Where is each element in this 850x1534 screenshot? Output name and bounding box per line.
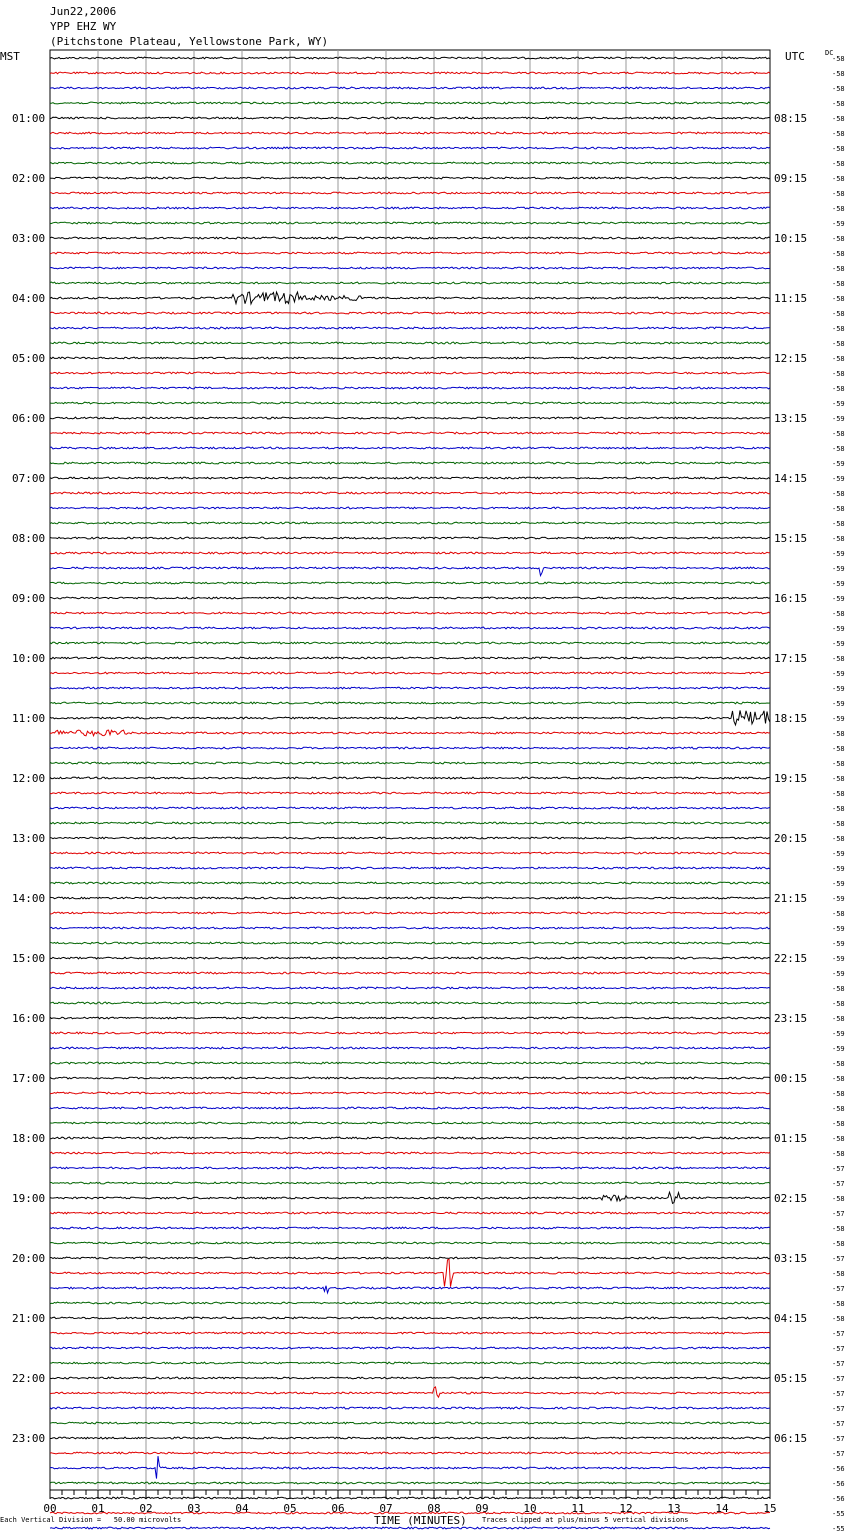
dc-offset-label: -58 <box>832 1300 845 1308</box>
dc-offset-label: -59 <box>832 895 845 903</box>
dc-offset-label: -59 <box>832 1045 845 1053</box>
trace-line <box>50 462 770 464</box>
x-tick-label: 11 <box>571 1502 585 1515</box>
dc-offset-label: -59 <box>832 715 845 723</box>
dc-offset-label: -58 <box>832 1015 845 1023</box>
trace-line <box>50 642 770 644</box>
trace-line <box>50 222 770 224</box>
dc-offset-label: -57 <box>832 1420 845 1428</box>
utc-hour-label: 14:15 <box>774 472 808 485</box>
utc-hour-label: 08:15 <box>774 112 808 125</box>
trace-line <box>50 1497 770 1499</box>
dc-offset-label: -58 <box>832 520 845 528</box>
dc-offset-label: -59 <box>832 670 845 678</box>
mst-hour-label: 08:00 <box>12 532 46 545</box>
utc-hour-label: 22:15 <box>774 952 808 965</box>
dc-offset-label: -57 <box>832 1435 845 1443</box>
clip-note: Traces clipped at plus/minus 5 vertical divisions <box>482 1516 689 1524</box>
x-axis-label: TIME (MINUTES) <box>374 1514 467 1527</box>
utc-hour-label: 09:15 <box>774 172 808 185</box>
x-tick-label: 10 <box>523 1502 537 1515</box>
trace-line <box>50 1456 770 1479</box>
trace-line <box>50 402 770 404</box>
trace-line <box>50 117 770 119</box>
utc-hour-label: 11:15 <box>774 292 808 305</box>
mst-hour-label: 17:00 <box>12 1072 46 1085</box>
trace-line <box>50 1077 770 1079</box>
trace-line <box>50 1122 770 1124</box>
trace-line <box>50 1017 770 1019</box>
trace-line <box>50 1182 770 1184</box>
utc-hour-label: 17:15 <box>774 652 808 665</box>
plot-frame <box>50 50 770 1490</box>
dc-offset-label: -58 <box>832 730 845 738</box>
dc-offset-label: -58 <box>832 295 845 303</box>
station-label: YPP EHZ WY <box>50 20 117 33</box>
x-tick-label: 04 <box>235 1502 249 1515</box>
trace-line <box>50 72 770 74</box>
dc-offset-label: -58 <box>832 250 845 258</box>
trace-line <box>50 1137 770 1139</box>
dc-offset-label: -58 <box>832 1075 845 1083</box>
dc-offset-label: -59 <box>832 685 845 693</box>
dc-offset-label: -58 <box>832 745 845 753</box>
trace-line <box>50 162 770 164</box>
dc-offset-label: -58 <box>832 115 845 123</box>
dc-offset-label: -59 <box>832 460 845 468</box>
dc-offset-label: -57 <box>832 1330 845 1338</box>
trace-line <box>50 192 770 194</box>
trace-line <box>50 957 770 959</box>
dc-offset-label: -58 <box>832 985 845 993</box>
dc-offset-label: -59 <box>832 565 845 573</box>
dc-offset-label: -58 <box>832 610 845 618</box>
trace-line <box>50 987 770 989</box>
trace-line <box>50 1062 770 1064</box>
dc-offset-label: -58 <box>832 70 845 78</box>
dc-offset-label: -59 <box>832 850 845 858</box>
mst-hour-label: 15:00 <box>12 952 46 965</box>
utc-hour-label: 13:15 <box>774 412 808 425</box>
trace-line <box>50 777 770 779</box>
dc-offset-label: -58 <box>832 100 845 108</box>
mst-hour-label: 21:00 <box>12 1312 46 1325</box>
trace-line <box>50 207 770 209</box>
dc-offset-label: -55 <box>832 1525 845 1533</box>
trace-line <box>50 730 770 736</box>
dc-offset-label: -58 <box>832 490 845 498</box>
mst-hour-label: 13:00 <box>12 832 46 845</box>
trace-line <box>50 417 770 419</box>
trace-line <box>50 837 770 839</box>
trace-line <box>50 1377 770 1379</box>
mst-hour-label: 02:00 <box>12 172 46 185</box>
dc-offset-label: -59 <box>832 475 845 483</box>
dc-offset-label: -58 <box>832 655 845 663</box>
trace-line <box>50 1192 770 1203</box>
trace-line <box>50 897 770 899</box>
trace-line <box>50 567 770 576</box>
location-label: (Pitchstone Plateau, Yellowstone Park, WY) <box>50 35 329 48</box>
trace-line <box>50 672 770 674</box>
dc-offset-label: -58 <box>832 385 845 393</box>
dc-offset-label: -57 <box>832 1360 845 1368</box>
mst-hour-label: 11:00 <box>12 712 46 725</box>
dc-offset-label: -59 <box>832 940 845 948</box>
utc-hour-label: 15:15 <box>774 532 808 545</box>
trace-line <box>50 552 770 554</box>
trace-line <box>50 522 770 524</box>
dc-offset-label: -59 <box>832 700 845 708</box>
trace-line <box>50 687 770 689</box>
trace-line <box>50 612 770 614</box>
dc-offset-label: -58 <box>832 430 845 438</box>
x-tick-label: 09 <box>475 1502 489 1515</box>
dc-offset-label: -58 <box>832 190 845 198</box>
dc-header-label: DC <box>825 49 834 57</box>
dc-offset-label: -58 <box>832 805 845 813</box>
trace-line <box>50 1347 770 1349</box>
dc-offset-label: -57 <box>832 1345 845 1353</box>
dc-offset-label: -59 <box>832 925 845 933</box>
utc-hour-label: 02:15 <box>774 1192 808 1205</box>
trace-line <box>50 252 770 254</box>
date-label: Jun22,2006 <box>50 5 117 18</box>
mst-hour-label: 19:00 <box>12 1192 46 1205</box>
dc-offset-label: -58 <box>832 1225 845 1233</box>
dc-offset-label: -59 <box>832 220 845 228</box>
mst-hour-label: 01:00 <box>12 112 46 125</box>
trace-line <box>50 1387 770 1397</box>
dc-offset-label: -58 <box>832 55 845 63</box>
trace-line <box>50 1452 770 1454</box>
trace-line <box>50 372 770 374</box>
dc-offset-label: -58 <box>832 325 845 333</box>
trace-line <box>50 710 770 725</box>
trace-line <box>50 1032 770 1034</box>
dc-offset-label: -58 <box>832 1270 845 1278</box>
utc-hour-label: 00:15 <box>774 1072 808 1085</box>
dc-offset-label: -58 <box>832 310 845 318</box>
dc-offset-label: -59 <box>832 970 845 978</box>
utc-hour-label: 03:15 <box>774 1252 808 1265</box>
trace-line <box>50 282 770 284</box>
trace-line <box>50 1302 770 1304</box>
dc-offset-label: -57 <box>832 1255 845 1263</box>
trace-line <box>50 747 770 749</box>
mst-hour-label: 03:00 <box>12 232 46 245</box>
dc-offset-label: -56 <box>832 1480 845 1488</box>
trace-line <box>50 312 770 314</box>
trace-line <box>50 447 770 449</box>
dc-offset-label: -58 <box>832 535 845 543</box>
trace-line <box>50 237 770 239</box>
dc-offset-label: -58 <box>832 340 845 348</box>
trace-line <box>50 1047 770 1049</box>
dc-offset-label: -58 <box>832 1135 845 1143</box>
dc-offset-label: -58 <box>832 910 845 918</box>
trace-line <box>50 357 770 359</box>
trace-line <box>50 1107 770 1109</box>
utc-hour-label: 21:15 <box>774 892 808 905</box>
dc-offset-label: -59 <box>832 955 845 963</box>
dc-offset-label: -58 <box>832 1240 845 1248</box>
utc-hour-label: 06:15 <box>774 1432 808 1445</box>
dc-offset-label: -59 <box>832 865 845 873</box>
trace-line <box>50 87 770 89</box>
trace-line <box>50 1257 770 1259</box>
dc-offset-label: -58 <box>832 835 845 843</box>
trace-line <box>50 177 770 179</box>
x-tick-label: 02 <box>139 1502 153 1515</box>
trace-line <box>50 477 770 479</box>
x-tick-label: 13 <box>667 1502 681 1515</box>
mst-hour-label: 10:00 <box>12 652 46 665</box>
utc-hour-label: 18:15 <box>774 712 808 725</box>
trace-line <box>50 267 770 269</box>
trace-line <box>50 1407 770 1409</box>
dc-offset-label: -57 <box>832 1375 845 1383</box>
trace-line <box>50 1167 770 1169</box>
trace-line <box>50 582 770 584</box>
dc-offset-label: -58 <box>832 175 845 183</box>
trace-line <box>50 327 770 329</box>
dc-offset-label: -58 <box>832 775 845 783</box>
trace-line <box>50 822 770 824</box>
right-timezone-label: UTC <box>785 50 805 63</box>
dc-offset-label: -59 <box>832 415 845 423</box>
dc-offset-label: -57 <box>832 1165 845 1173</box>
x-tick-label: 00 <box>43 1502 57 1515</box>
dc-offset-label: -59 <box>832 550 845 558</box>
mst-hour-label: 06:00 <box>12 412 46 425</box>
utc-hour-label: 10:15 <box>774 232 808 245</box>
trace-line <box>50 342 770 344</box>
utc-hour-label: 19:15 <box>774 772 808 785</box>
dc-offset-label: -58 <box>832 370 845 378</box>
trace-line <box>50 597 770 599</box>
dc-offset-label: -57 <box>832 1405 845 1413</box>
trace-line <box>50 102 770 104</box>
left-timezone-label: MST <box>0 50 20 63</box>
trace-line <box>50 1332 770 1334</box>
dc-offset-label: -58 <box>832 145 845 153</box>
mst-hour-label: 20:00 <box>12 1252 46 1265</box>
trace-line <box>50 507 770 509</box>
trace-line <box>50 942 770 944</box>
trace-line <box>50 492 770 494</box>
x-tick-label: 14 <box>715 1502 729 1515</box>
trace-line <box>50 882 770 884</box>
dc-offset-label: -58 <box>832 85 845 93</box>
dc-offset-label: -57 <box>832 1390 845 1398</box>
trace-line <box>50 57 770 59</box>
trace-line <box>50 132 770 134</box>
dc-offset-label: -58 <box>832 280 845 288</box>
trace-line <box>50 852 770 854</box>
trace-line <box>50 292 770 304</box>
vertical-division-note: Each Vertical Division = 50.00 microvolts <box>0 1516 182 1524</box>
trace-line <box>50 972 770 974</box>
dc-offset-label: -58 <box>832 1060 845 1068</box>
utc-hour-label: 12:15 <box>774 352 808 365</box>
trace-line <box>50 762 770 764</box>
trace-line <box>50 1482 770 1484</box>
trace-line <box>50 927 770 929</box>
trace-line <box>50 1227 770 1229</box>
trace-line <box>50 1212 770 1214</box>
dc-offset-label: -58 <box>832 1150 845 1158</box>
trace-line <box>50 807 770 809</box>
dc-offset-label: -58 <box>832 505 845 513</box>
trace-line <box>50 147 770 149</box>
trace-line <box>50 792 770 794</box>
mst-hour-label: 23:00 <box>12 1432 46 1445</box>
dc-offset-label: -58 <box>832 1105 845 1113</box>
dc-offset-label: -57 <box>832 1180 845 1188</box>
utc-hour-label: 20:15 <box>774 832 808 845</box>
dc-offset-label: -58 <box>832 1120 845 1128</box>
dc-offset-label: -58 <box>832 1090 845 1098</box>
dc-offset-label: -58 <box>832 160 845 168</box>
mst-hour-label: 04:00 <box>12 292 46 305</box>
trace-line <box>50 1286 770 1293</box>
dc-offset-label: -59 <box>832 640 845 648</box>
mst-hour-label: 18:00 <box>12 1132 46 1145</box>
x-tick-label: 08 <box>427 1502 441 1515</box>
mst-hour-label: 05:00 <box>12 352 46 365</box>
trace-line <box>50 1152 770 1154</box>
x-tick-label: 06 <box>331 1502 345 1515</box>
dc-offset-label: -59 <box>832 625 845 633</box>
dc-offset-label: -58 <box>832 1315 845 1323</box>
dc-offset-label: -59 <box>832 1030 845 1038</box>
dc-offset-label: -55 <box>832 1510 845 1518</box>
dc-offset-label: -56 <box>832 1465 845 1473</box>
dc-offset-label: -56 <box>832 1495 845 1503</box>
utc-hour-label: 16:15 <box>774 592 808 605</box>
dc-offset-label: -59 <box>832 595 845 603</box>
dc-offset-label: -59 <box>832 580 845 588</box>
utc-hour-label: 23:15 <box>774 1012 808 1025</box>
trace-line <box>50 1242 770 1244</box>
x-tick-label: 07 <box>379 1502 393 1515</box>
utc-hour-label: 05:15 <box>774 1372 808 1385</box>
trace-line <box>50 627 770 629</box>
trace-line <box>50 1422 770 1424</box>
mst-hour-label: 07:00 <box>12 472 46 485</box>
x-tick-label: 05 <box>283 1502 297 1515</box>
dc-offset-label: -58 <box>832 235 845 243</box>
dc-offset-label: -59 <box>832 880 845 888</box>
mst-hour-label: 09:00 <box>12 592 46 605</box>
trace-line <box>50 387 770 389</box>
dc-offset-label: -58 <box>832 1195 845 1203</box>
dc-offset-label: -58 <box>832 820 845 828</box>
dc-offset-label: -58 <box>832 265 845 273</box>
trace-line <box>50 912 770 914</box>
mst-hour-label: 12:00 <box>12 772 46 785</box>
trace-line <box>50 657 770 659</box>
trace-line <box>50 1259 770 1286</box>
trace-line <box>50 1527 770 1529</box>
trace-line <box>50 867 770 869</box>
trace-line <box>50 432 770 434</box>
trace-line <box>50 702 770 704</box>
dc-offset-label: -57 <box>832 1450 845 1458</box>
dc-offset-label: -59 <box>832 400 845 408</box>
trace-line <box>50 1437 770 1439</box>
mst-hour-label: 22:00 <box>12 1372 46 1385</box>
dc-offset-label: -57 <box>832 1285 845 1293</box>
dc-offset-label: -57 <box>832 1210 845 1218</box>
x-tick-label: 03 <box>187 1502 201 1515</box>
trace-line <box>50 537 770 539</box>
trace-line <box>50 1092 770 1094</box>
dc-offset-label: -58 <box>832 130 845 138</box>
utc-hour-label: 01:15 <box>774 1132 808 1145</box>
dc-offset-label: -58 <box>832 445 845 453</box>
dc-offset-label: -58 <box>832 760 845 768</box>
dc-offset-label: -58 <box>832 1000 845 1008</box>
dc-offset-label: -58 <box>832 205 845 213</box>
mst-hour-label: 16:00 <box>12 1012 46 1025</box>
dc-offset-label: -58 <box>832 355 845 363</box>
mst-hour-label: 14:00 <box>12 892 46 905</box>
utc-hour-label: 04:15 <box>774 1312 808 1325</box>
trace-line <box>50 1002 770 1004</box>
x-tick-label: 12 <box>619 1502 633 1515</box>
x-tick-label: 15 <box>763 1502 777 1515</box>
trace-line <box>50 1317 770 1319</box>
dc-offset-label: -58 <box>832 790 845 798</box>
x-tick-label: 01 <box>91 1502 105 1515</box>
trace-line <box>50 1362 770 1364</box>
